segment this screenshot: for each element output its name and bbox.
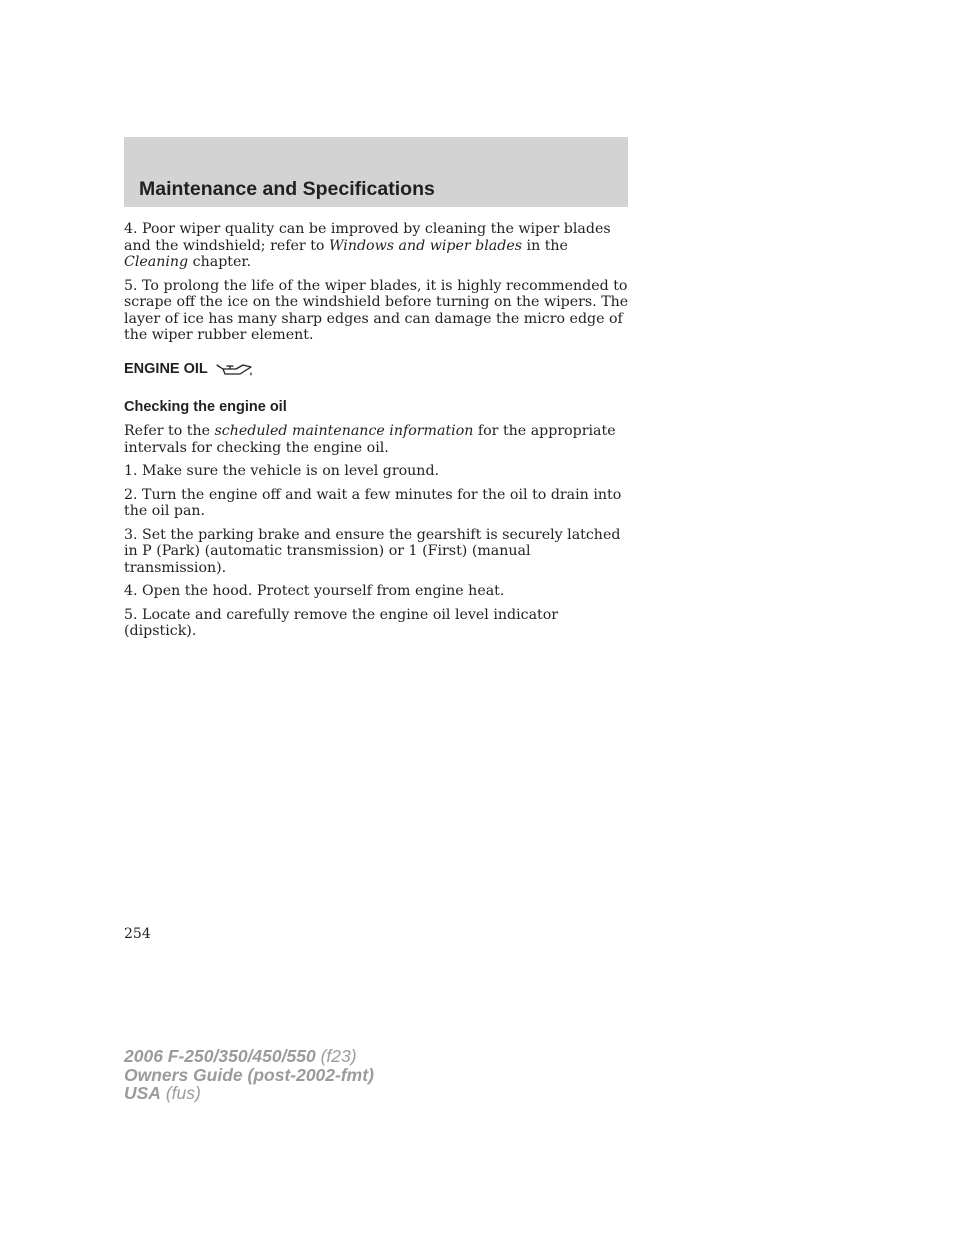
- footer-line-1: [124, 1047, 374, 1066]
- text-run: Refer to the: [124, 423, 215, 439]
- page-content: [124, 221, 630, 647]
- reference-scheduled-maintenance: scheduled maintenance information: [214, 423, 474, 439]
- wiper-paragraph-4: [124, 221, 630, 271]
- footer-line-2: [124, 1066, 374, 1085]
- checking-engine-oil-subheading: Checking the engine oil: [124, 398, 287, 415]
- step-2: 2. Turn the engine off and wait a few minutes for the oil to drain into the oil pan.: [124, 486, 622, 519]
- engine-oil-heading-text: ENGINE OIL: [124, 361, 208, 378]
- text-run: chapter.: [188, 254, 252, 270]
- footer-model: 2006 F-250/350/450/550: [124, 1046, 316, 1066]
- page-number: 254: [124, 926, 151, 942]
- reference-windows-wiper-blades: Windows and wiper blades: [328, 237, 523, 254]
- document-footer: [124, 1047, 374, 1103]
- wiper-paragraph-5: 5. To prolong the life of the wiper blades, it is highly recommended to scrape off the ice on the windshield before turning on the wipers. The layer of ice has many sharp edges and can damage the micro edge of the wiper rubber element.: [124, 277, 629, 343]
- section-title: Maintenance and Specifications: [139, 178, 435, 200]
- step-3: 3. Set the parking brake and ensure the gearshift is securely latched in P (Park) (automatic transmission) or 1 (First) (manual transmission).: [124, 526, 621, 576]
- footer-market: USA: [124, 1083, 161, 1103]
- text-run: 4. Poor wiper quality can be improved by cleaning the wiper blades and the windshield; refer to: [124, 221, 611, 254]
- engine-oil-heading: [124, 361, 630, 379]
- section-header: [124, 137, 628, 207]
- engine-oil-intro: [124, 423, 630, 456]
- text-run: in the: [522, 237, 568, 254]
- footer-model-code: (f23): [315, 1046, 357, 1066]
- step-5: 5. Locate and carefully remove the engine oil level indicator (dipstick).: [124, 606, 559, 639]
- reference-cleaning-chapter: Cleaning: [124, 254, 189, 270]
- footer-market-code: (fus): [160, 1083, 201, 1103]
- footer-line-3: [124, 1084, 374, 1103]
- text-run: for the appropriate intervals for checking the engine oil.: [124, 423, 616, 456]
- step-4: 4. Open the hood. Protect yourself from engine heat.: [124, 583, 505, 599]
- footer-guide: Owners Guide (post-2002-fmt): [124, 1064, 374, 1085]
- oil-can-icon: [216, 361, 254, 379]
- step-1: 1. Make sure the vehicle is on level ground.: [124, 463, 440, 479]
